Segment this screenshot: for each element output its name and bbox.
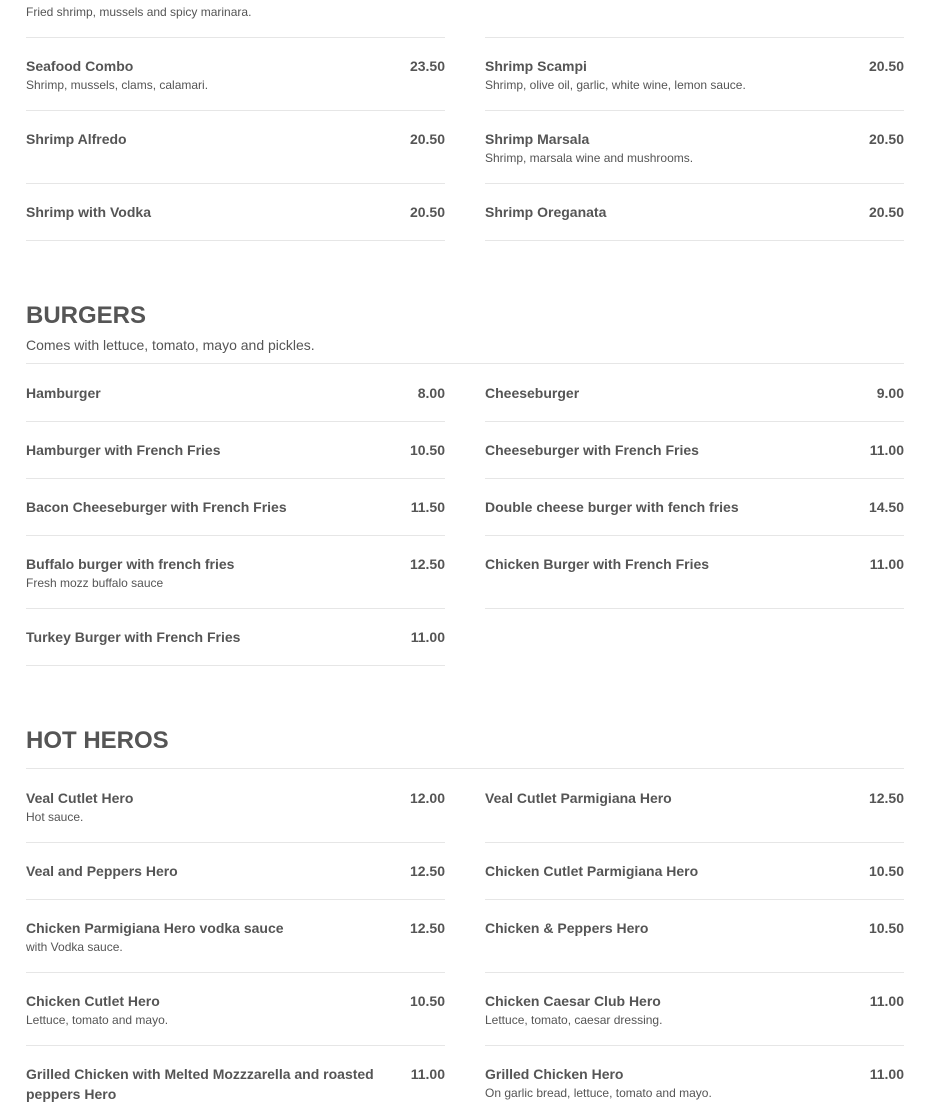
menu-item[interactable]	[26, 861, 445, 900]
menu-item-name: Grilled Chicken with Melted Mozzzarella and roasted peppers Hero	[26, 1066, 374, 1102]
menu-item-name: Chicken Burger with French Fries	[485, 556, 710, 572]
menu-item[interactable]	[26, 440, 445, 479]
menu-item-price: 10.50	[868, 920, 904, 936]
menu-item[interactable]	[26, 627, 445, 666]
divider	[26, 37, 445, 38]
menu-item-description: Lettuce, tomato and mayo.	[26, 1013, 169, 1027]
menu-item[interactable]	[26, 991, 445, 1046]
menu-item-price: 20.50	[409, 204, 445, 220]
menu-item[interactable]	[485, 383, 904, 422]
section-title: BURGERS	[26, 302, 147, 329]
menu-item[interactable]	[485, 991, 904, 1046]
divider	[485, 37, 904, 38]
menu-item[interactable]	[485, 129, 904, 184]
section-description: Comes with lettuce, tomato, mayo and pickles.	[26, 337, 315, 353]
menu-item-name: Cheeseburger with French Fries	[485, 442, 699, 458]
menu-item-name: Shrimp Marsala	[485, 131, 590, 147]
menu-item-price: 9.00	[876, 385, 904, 401]
menu-item[interactable]	[485, 497, 904, 536]
menu-item-description: Shrimp, olive oil, garlic, white wine, lemon sauce.	[485, 78, 746, 92]
menu-item[interactable]	[26, 1064, 445, 1113]
menu-item[interactable]	[26, 383, 445, 422]
menu-item[interactable]	[26, 129, 445, 184]
menu-item-name: Chicken Caesar Club Hero	[485, 993, 661, 1009]
section-title: HOT HEROS	[26, 727, 169, 754]
menu-item-description: Shrimp, marsala wine and mushrooms.	[485, 151, 694, 165]
menu-item-description: Lettuce, tomato, caesar dressing.	[485, 1013, 663, 1027]
menu-item[interactable]	[485, 554, 904, 609]
menu-item-price: 12.50	[868, 790, 904, 806]
menu-item[interactable]	[26, 56, 445, 111]
menu-item-price: 11.00	[869, 993, 904, 1009]
menu-item-description: Shrimp, mussels, clams, calamari.	[26, 78, 209, 92]
menu-item-price: 20.50	[868, 204, 904, 220]
menu-item-price: 11.00	[869, 556, 904, 572]
menu-item-name: Hamburger with French Fries	[26, 442, 221, 458]
menu-item-name: Turkey Burger with French Fries	[26, 629, 241, 645]
menu-item-price: 12.50	[409, 920, 445, 936]
menu-item-name: Veal Cutlet Parmigiana Hero	[485, 790, 672, 806]
menu-item[interactable]	[485, 202, 904, 241]
menu-item-description: Fried shrimp, mussels and spicy marinara.	[26, 5, 252, 19]
menu-item[interactable]	[26, 788, 445, 843]
section-hot-heros	[26, 727, 904, 755]
menu-item[interactable]	[26, 202, 445, 241]
menu-item-price: 20.50	[868, 131, 904, 147]
menu-item-price: 23.50	[409, 58, 445, 74]
menu-item-name: Buffalo burger with french fries	[26, 556, 235, 572]
menu-item-name: Veal and Peppers Hero	[26, 863, 178, 879]
menu-item-price: 12.50	[409, 556, 445, 572]
menu-item-name: Shrimp Scampi	[485, 58, 587, 74]
menu-item-name: Veal Cutlet Hero	[26, 790, 134, 806]
menu-item-name: Shrimp with Vodka	[26, 204, 151, 220]
menu-item-name: Chicken & Peppers Hero	[485, 920, 649, 936]
menu-item-price: 11.00	[869, 442, 904, 458]
section-burgers	[26, 302, 904, 353]
menu-item-price: 20.50	[868, 58, 904, 74]
menu-item-name: Hamburger	[26, 385, 101, 401]
menu-item-price: 12.50	[409, 863, 445, 879]
menu-item-name: Cheeseburger	[485, 385, 580, 401]
menu-item-price: 14.50	[868, 499, 904, 515]
menu-item-price: 20.50	[409, 131, 445, 147]
menu-item[interactable]	[485, 861, 904, 900]
menu-item-price: 12.00	[409, 790, 445, 806]
divider	[26, 768, 904, 769]
menu-item-price: 8.00	[417, 385, 445, 401]
menu-item-description: On garlic bread, lettuce, tomato and mayo.	[485, 1086, 712, 1100]
menu-item-price: 11.50	[410, 499, 445, 515]
menu-item[interactable]	[26, 554, 445, 609]
menu-item-price: 10.50	[409, 442, 445, 458]
menu-item-name: Shrimp Alfredo	[26, 131, 127, 147]
menu-item[interactable]	[485, 56, 904, 111]
menu-item-price: 11.00	[410, 1066, 445, 1082]
menu-item[interactable]	[485, 440, 904, 479]
menu-item-name: Double cheese burger with fench fries	[485, 499, 739, 515]
menu-item-name: Chicken Parmigiana Hero vodka sauce	[26, 920, 284, 936]
menu-item-name: Chicken Cutlet Parmigiana Hero	[485, 863, 699, 879]
menu-item-price: 10.50	[409, 993, 445, 1009]
menu-item[interactable]	[26, 918, 445, 973]
menu-item-name: Chicken Cutlet Hero	[26, 993, 160, 1009]
menu-item-name: Bacon Cheeseburger with French Fries	[26, 499, 287, 515]
menu-item-name: Grilled Chicken Hero	[485, 1066, 624, 1082]
menu-item[interactable]	[485, 918, 904, 973]
menu-item-description: Hot sauce.	[26, 810, 84, 824]
menu-item-name: Shrimp Oreganata	[485, 204, 607, 220]
menu-item-price: 11.00	[869, 1066, 904, 1082]
menu-item-price: 10.50	[868, 863, 904, 879]
menu-item-description: with Vodka sauce.	[26, 940, 123, 954]
menu-item[interactable]	[485, 1064, 904, 1113]
menu-item-price: 11.00	[410, 629, 445, 645]
divider	[26, 363, 904, 364]
menu-item-description: Fresh mozz buffalo sauce	[26, 576, 164, 590]
menu-item[interactable]	[26, 497, 445, 536]
menu-item-name: Seafood Combo	[26, 58, 134, 74]
menu-item[interactable]	[485, 788, 904, 843]
